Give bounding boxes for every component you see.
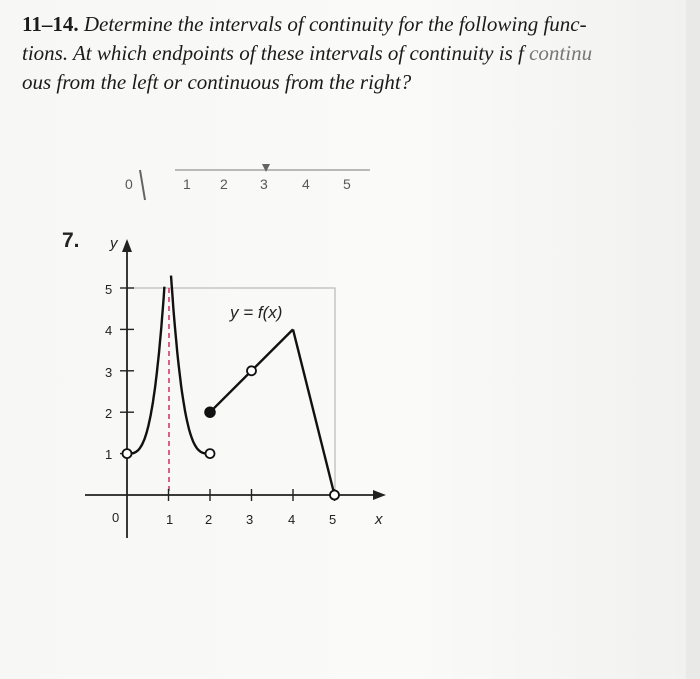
top-axis-label-0: 0 bbox=[125, 176, 133, 192]
x-tick-label-5: 5 bbox=[329, 512, 337, 527]
x-tick-label-3: 3 bbox=[246, 512, 254, 527]
y-tick-label-1: 1 bbox=[105, 447, 113, 462]
y-tick-label-4: 4 bbox=[105, 323, 113, 338]
y-axis-arrow bbox=[122, 239, 132, 252]
top-axis bbox=[125, 164, 370, 200]
function-label: y = f(x) bbox=[230, 303, 283, 322]
y-axis-label: y bbox=[110, 235, 118, 252]
y-tick-label-3: 3 bbox=[105, 365, 113, 380]
top-axis-label-2: 2 bbox=[220, 176, 228, 192]
segment-falling bbox=[293, 329, 335, 495]
closed-point-2-2 bbox=[205, 407, 215, 417]
open-point-2-1 bbox=[206, 449, 215, 458]
top-axis-label-1: 1 bbox=[183, 176, 191, 192]
open-point-5-0 bbox=[330, 491, 339, 500]
top-axis-marker bbox=[262, 164, 270, 172]
top-axis-label-3: 3 bbox=[260, 176, 268, 192]
problem-line-2: tions. At which endpoints of these intervals of continuity is f continu bbox=[22, 41, 593, 65]
top-axis-label-5: 5 bbox=[343, 176, 351, 192]
x-axis-label: x bbox=[375, 511, 383, 528]
open-point-0-1 bbox=[123, 449, 132, 458]
problem-line-1: 11–14. Determine the intervals of continuity for the following func- bbox=[22, 12, 587, 36]
exercise-number: 7. bbox=[62, 229, 80, 252]
open-point-3-3 bbox=[247, 366, 256, 375]
problem-line-3: ous from the left or continuous from the right? bbox=[22, 70, 412, 94]
problem-number: 11–14. bbox=[22, 12, 79, 36]
x-tick-label-0: 0 bbox=[112, 510, 120, 525]
top-axis-line bbox=[140, 170, 145, 200]
x-tick-label-2: 2 bbox=[205, 512, 213, 527]
x-tick-label-1: 1 bbox=[166, 512, 174, 527]
x-axis-arrow bbox=[373, 490, 386, 500]
x-tick-label-4: 4 bbox=[288, 512, 296, 527]
y-tick-label-5: 5 bbox=[105, 282, 113, 297]
top-axis-label-4: 4 bbox=[302, 176, 310, 192]
curve-middle-branch bbox=[171, 276, 209, 454]
y-tick-label-2: 2 bbox=[105, 406, 113, 421]
